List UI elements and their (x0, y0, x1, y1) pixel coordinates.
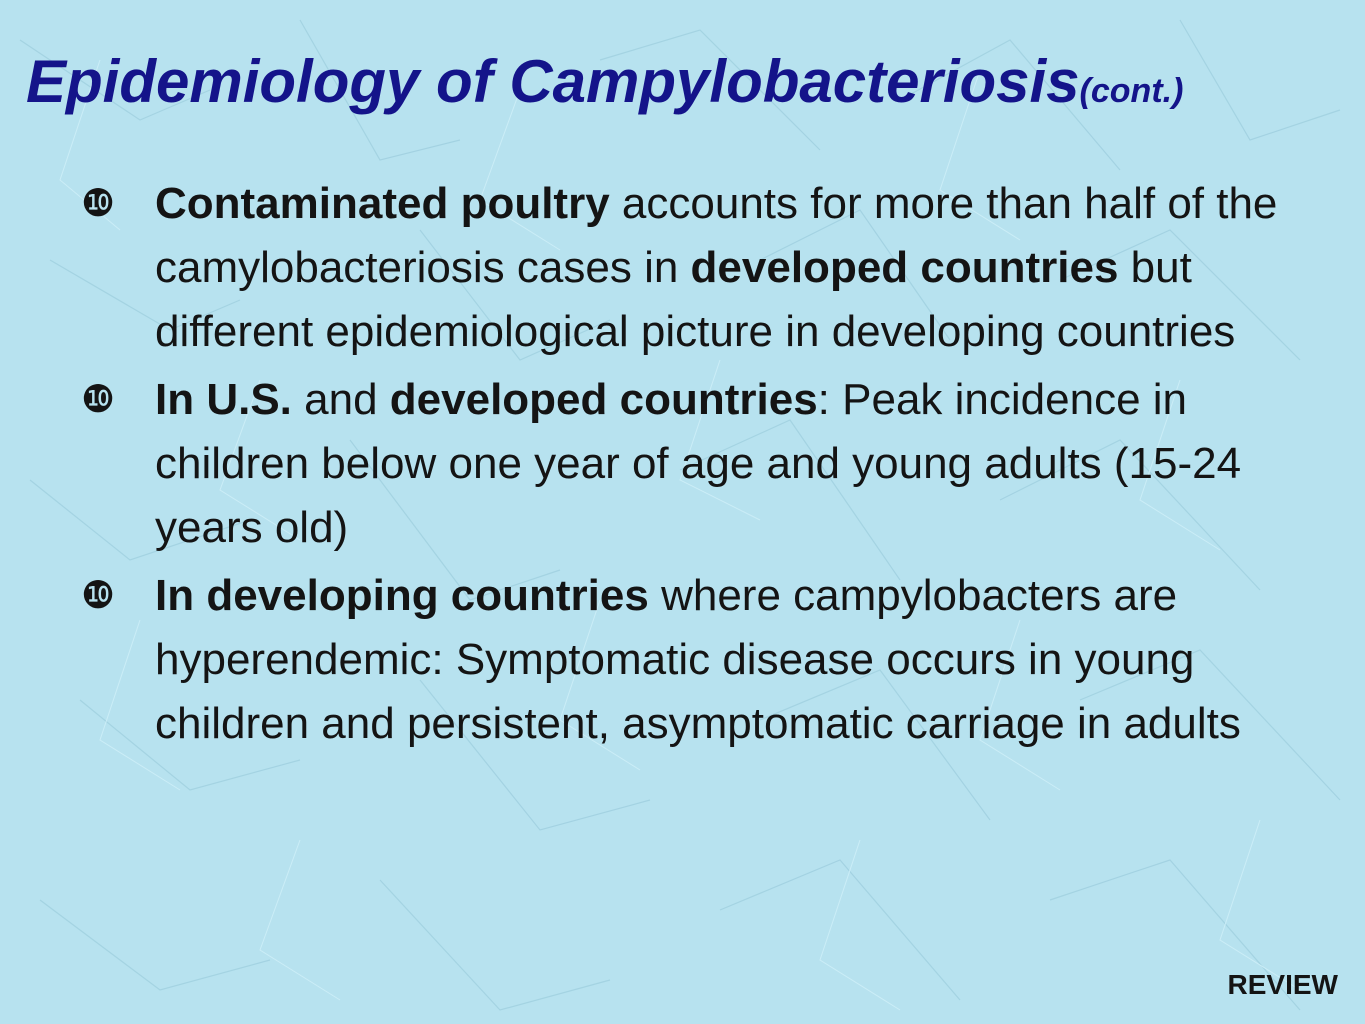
slide-title-main: Epidemiology of Campylobacteriosis (26, 48, 1080, 115)
bullet-text-bold: developed countries (389, 375, 818, 424)
bullet-text-bold: In U.S. (155, 375, 292, 424)
bullet-item (0, 368, 1345, 560)
bullet-text: but different epidemiological picture in developing countries (155, 243, 1236, 356)
review-label: REVIEW (1227, 969, 1338, 1000)
bullet-item (0, 564, 1345, 756)
circled-ten-icon: ❿ (80, 183, 116, 225)
slide-title (26, 46, 1183, 127)
bullet-item (0, 172, 1345, 364)
bullet-text-bold: In developing countries (155, 571, 649, 620)
bullet-text: : Peak incidence in children below one year of age and young adults (15-24 years old) (155, 375, 1242, 552)
bullet-list (0, 172, 1365, 760)
bullet-text-bold: developed countries (690, 243, 1119, 292)
circled-ten-icon: ❿ (80, 575, 116, 617)
bullet-text: accounts for more than half of the camylobacteriosis cases in (155, 179, 1278, 292)
slide-title-suffix: (cont.) (1079, 72, 1184, 110)
bullet-text: where campylobacters are hyperendemic: Symptomatic disease occurs in young children and persistent, asymptomatic carriage in adults (155, 571, 1241, 748)
bullet-text: and (291, 375, 390, 424)
circled-ten-icon: ❿ (80, 379, 116, 421)
bullet-text-bold: Contaminated poultry (155, 179, 610, 228)
